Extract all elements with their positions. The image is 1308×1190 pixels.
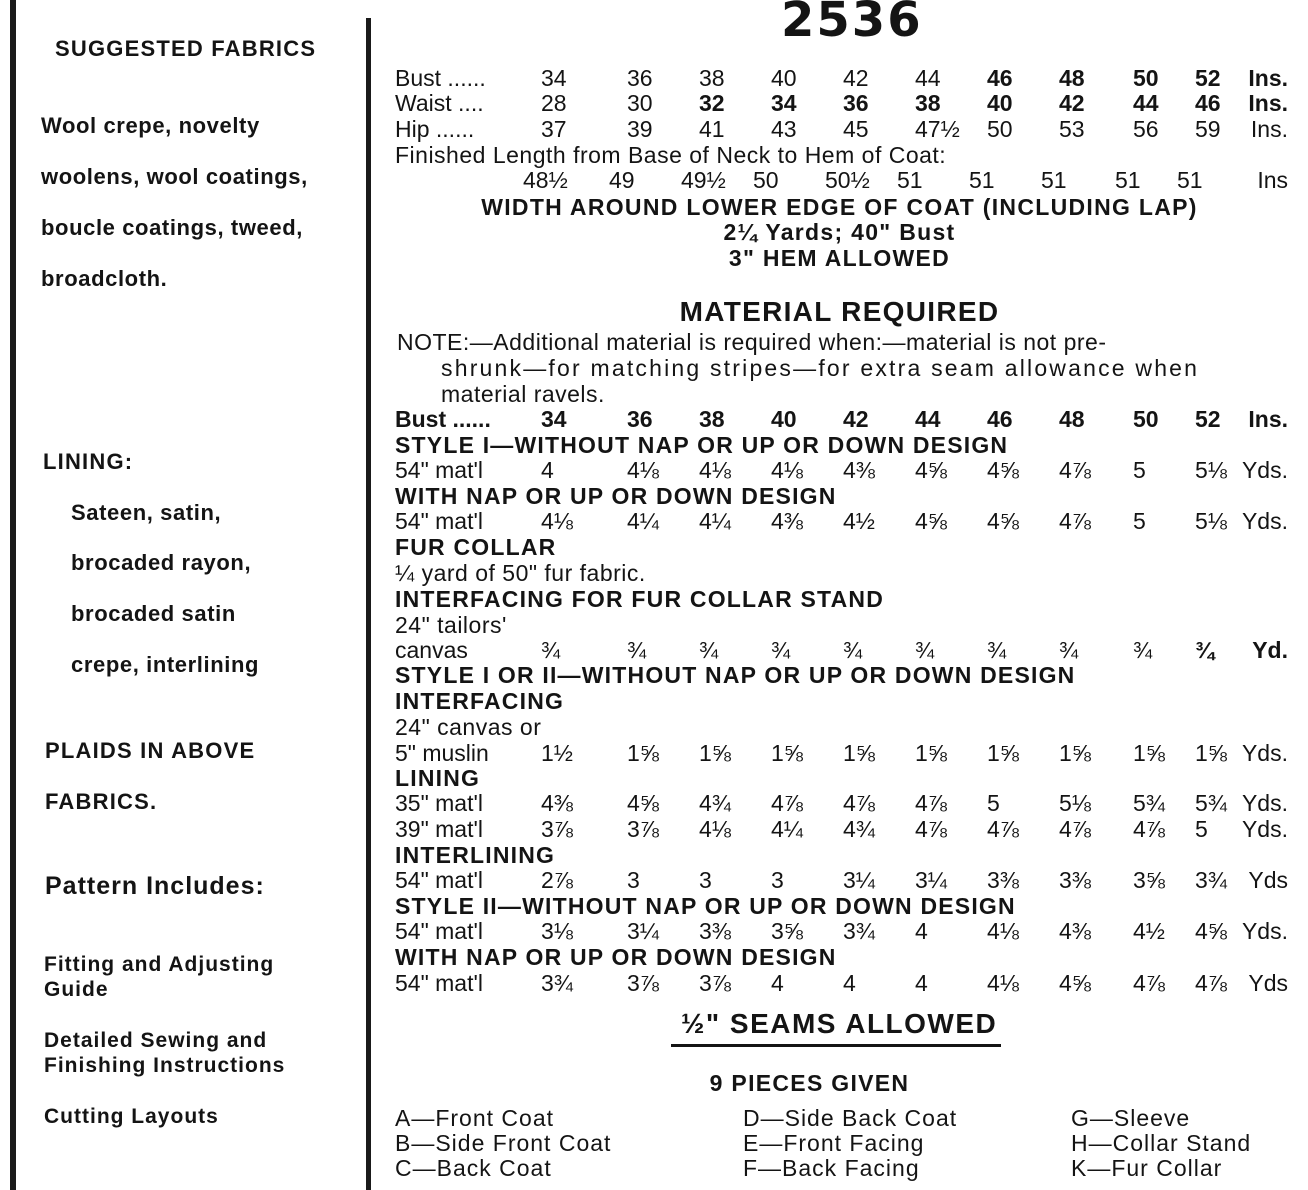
size-value: 3 (627, 867, 640, 893)
size-value: 42 (843, 65, 869, 91)
size-value: 4 (541, 457, 554, 483)
size-value: 30 (627, 90, 653, 116)
size-value: 1⅝ (843, 740, 875, 766)
piece-label: E—Front Facing (743, 1130, 925, 1156)
size-value: 40 (987, 90, 1013, 116)
size-value: 32 (699, 90, 725, 116)
length-value: 51 (897, 167, 923, 193)
size-value: ¾ (843, 637, 863, 663)
size-value: 4⅛ (699, 816, 731, 842)
size-value: 4¼ (771, 816, 803, 842)
size-value: 38 (699, 65, 725, 91)
size-value: 4⅛ (627, 457, 659, 483)
lining-item: brocaded satin (71, 601, 236, 626)
unit-label: Ins (1257, 167, 1288, 193)
size-value: 4⅜ (541, 790, 573, 816)
piece-label: C—Back Coat (395, 1155, 552, 1181)
yardage-row (395, 790, 1288, 816)
row-label: 39" mat'l (395, 816, 483, 842)
unit-label: Yds. (1241, 790, 1288, 816)
size-value: 4½ (1133, 918, 1165, 944)
row-label: Bust ...... (395, 65, 486, 91)
size-value: 4⅞ (1133, 816, 1165, 842)
size-value: 4¾ (699, 790, 731, 816)
fabric-line: Wool crepe, novelty (41, 113, 260, 138)
width-heading: WIDTH AROUND LOWER EDGE OF COAT (INCLUDING LAP) (481, 194, 1198, 220)
size-value: 5 (1195, 816, 1208, 842)
width-value: 2¼ Yards; 40" Bust (723, 219, 956, 245)
size-value: 44 (915, 65, 941, 91)
seams-allowed: ½" SEAMS ALLOWED (671, 1008, 1001, 1047)
size-value: 1⅝ (699, 740, 731, 766)
piece-label: H—Collar Stand (1071, 1130, 1252, 1156)
row-label: 54" mat'l (395, 508, 483, 534)
size-value: 3¼ (627, 918, 659, 944)
size-value: ¾ (1133, 637, 1153, 663)
size-value: 4⅞ (1195, 970, 1227, 996)
size-value: ¾ (1059, 637, 1079, 663)
includes-line: Finishing Instructions (44, 1054, 286, 1077)
lining-item: crepe, interlining (71, 652, 260, 677)
size-value: 3¾ (541, 970, 573, 996)
size-value: 44 (1133, 90, 1159, 116)
size-value: 5⅛ (1195, 457, 1227, 483)
size-value: 5 (1133, 508, 1146, 534)
size-value: 3⅜ (699, 918, 731, 944)
size-value: 3¼ (915, 867, 947, 893)
size-value: 5 (987, 790, 1000, 816)
includes-line: Detailed Sewing and (44, 1029, 268, 1052)
lining-heading: LINING: (43, 449, 134, 474)
unit-label: Ins. (1248, 65, 1288, 91)
size-value: 52 (1195, 406, 1221, 432)
size-value: 5¾ (1133, 790, 1165, 816)
size-value: 3¾ (843, 918, 875, 944)
yardage-row (395, 508, 1288, 534)
size-value: 38 (915, 90, 941, 116)
pieces-heading: 9 PIECES GIVEN (709, 1070, 910, 1096)
size-value: 4⅞ (1059, 457, 1091, 483)
size-value: 3⅝ (771, 918, 803, 944)
size-value: 4⅝ (987, 508, 1019, 534)
pattern-details (371, 0, 1308, 1190)
size-value: 4⅝ (1059, 970, 1091, 996)
unit-label: Ins. (1248, 90, 1288, 116)
size-value: 48 (1059, 406, 1085, 432)
size-value: 3⅝ (1133, 867, 1165, 893)
row-label: Hip ...... (395, 116, 475, 142)
size-value: 34 (541, 65, 567, 91)
size-value: 40 (771, 406, 797, 432)
unit-label: Yd. (1252, 637, 1288, 663)
size-value: 34 (541, 406, 567, 432)
piece-label: A—Front Coat (395, 1105, 554, 1131)
size-value: 52 (1195, 65, 1221, 91)
finished-length-row (395, 167, 1288, 193)
size-value: 48 (1059, 65, 1085, 91)
size-value: 39 (627, 116, 653, 142)
size-value: ¾ (987, 637, 1007, 663)
size-value: 38 (699, 406, 725, 432)
size-value: ¾ (541, 637, 561, 663)
section-heading: INTERLINING (395, 842, 556, 868)
section-heading: LINING (395, 765, 481, 791)
size-value: 3¼ (843, 867, 875, 893)
size-value: 46 (1195, 90, 1221, 116)
size-value: 4⅛ (987, 918, 1019, 944)
piece-label: B—Side Front Coat (395, 1130, 612, 1156)
size-value: 42 (843, 406, 869, 432)
section-heading: INTERFACING FOR FUR COLLAR STAND (395, 586, 884, 612)
size-value: 4⅝ (915, 508, 947, 534)
size-value: ¾ (1195, 637, 1215, 663)
size-value: 4 (915, 970, 928, 996)
length-value: 51 (1115, 167, 1141, 193)
size-value: 46 (987, 406, 1013, 432)
size-value: 4⅝ (987, 457, 1019, 483)
yardage-row (395, 970, 1288, 996)
size-value: 50 (1133, 406, 1159, 432)
row-label: canvas (395, 637, 468, 663)
length-value: 51 (1041, 167, 1067, 193)
size-value: 1⅝ (987, 740, 1019, 766)
unit-label: Ins. (1248, 406, 1288, 432)
size-value: 5⅛ (1195, 508, 1227, 534)
size-value: 1⅝ (627, 740, 659, 766)
section-heading: STYLE I OR II—WITHOUT NAP OR UP OR DOWN DESIGN (395, 662, 1076, 688)
unit-label: Ins. (1250, 116, 1288, 142)
size-value: 4¼ (699, 508, 731, 534)
length-value: 51 (969, 167, 995, 193)
length-value: 51 (1177, 167, 1203, 193)
section-heading: STYLE II—WITHOUT NAP OR UP OR DOWN DESIGN (395, 893, 1016, 919)
section-heading: WITH NAP OR UP OR DOWN DESIGN (395, 483, 837, 509)
pattern-includes-heading: Pattern Includes: (45, 872, 265, 900)
material-note-line: material ravels. (441, 381, 605, 407)
fabric-line: boucle coatings, tweed, (41, 215, 303, 240)
size-value: 28 (541, 90, 567, 116)
size-value: 1⅝ (915, 740, 947, 766)
includes-line: Cutting Layouts (44, 1105, 219, 1128)
section-heading: INTERFACING (395, 688, 565, 714)
size-value: 2⅞ (541, 867, 573, 893)
size-value: 4⅛ (541, 508, 573, 534)
lining-item: Sateen, satin, (71, 500, 222, 525)
size-value: 4⅞ (771, 790, 803, 816)
material-required-title: MATERIAL REQUIRED (679, 296, 1000, 327)
size-value: 40 (771, 65, 797, 91)
yardage-row (395, 457, 1288, 483)
piece-label: F—Back Facing (743, 1155, 920, 1181)
unit-label: Yds. (1241, 740, 1288, 766)
size-value: 44 (915, 406, 941, 432)
size-value: 36 (627, 65, 653, 91)
unit-label: Yds. (1241, 918, 1288, 944)
lining-item: brocaded rayon, (71, 550, 252, 575)
length-value: 48½ (523, 167, 568, 193)
size-value: 3⅞ (627, 970, 659, 996)
unit-label: Yds (1248, 867, 1288, 893)
size-value: 3⅞ (627, 816, 659, 842)
pre-line: 24" tailors' (395, 612, 507, 638)
size-value: 3⅛ (541, 918, 573, 944)
fur-collar-line: ¼ yard of 50" fur fabric. (395, 560, 646, 586)
size-value: 5⅛ (1059, 790, 1091, 816)
length-value: 50 (753, 167, 779, 193)
material-note-line: shrunk—for matching stripes—for extra seam allowance when (441, 355, 1200, 381)
size-value: 4 (771, 970, 784, 996)
size-value: 41 (699, 116, 725, 142)
size-value: 53 (1059, 116, 1085, 142)
size-value: 4⅜ (1059, 918, 1091, 944)
size-value: ¾ (699, 637, 719, 663)
yardage-row (395, 816, 1288, 842)
section-heading: FUR COLLAR (395, 534, 557, 560)
pattern-number: 2536 (781, 0, 923, 48)
size-value: 42 (1059, 90, 1085, 116)
size-value: 59 (1195, 116, 1221, 142)
size-value: ¾ (627, 637, 647, 663)
size-value: 3⅞ (699, 970, 731, 996)
bust-measure-row (395, 65, 1288, 91)
size-value: 4⅜ (771, 508, 803, 534)
size-value: 3⅜ (987, 867, 1019, 893)
unit-label: Yds (1248, 970, 1288, 996)
size-value: 5¾ (1195, 790, 1227, 816)
size-value: 4⅞ (1133, 970, 1165, 996)
piece-label: G—Sleeve (1071, 1105, 1191, 1131)
material-bust-row (395, 406, 1288, 432)
fabric-sidebar (0, 0, 366, 1190)
size-value: 4⅞ (1059, 816, 1091, 842)
size-value: 36 (843, 90, 869, 116)
unit-label: Yds. (1241, 508, 1288, 534)
size-value: 4¼ (627, 508, 659, 534)
length-value: 49 (609, 167, 635, 193)
size-value: ¾ (771, 637, 791, 663)
row-label: Waist .... (395, 90, 484, 116)
row-label: 5" muslin (395, 740, 489, 766)
plaids-line: FABRICS. (45, 789, 158, 814)
material-note-line: NOTE:—Additional material is required when:—material is not pre- (397, 329, 1107, 355)
size-value: 4⅞ (1059, 508, 1091, 534)
size-value: 3 (699, 867, 712, 893)
size-value: 56 (1133, 116, 1159, 142)
yardage-row (395, 918, 1288, 944)
row-label: 35" mat'l (395, 790, 483, 816)
size-value: 4⅞ (915, 816, 947, 842)
pre-line: 24" canvas or (395, 714, 542, 740)
row-label: 54" mat'l (395, 970, 483, 996)
length-value: 50½ (825, 167, 870, 193)
row-label: 54" mat'l (395, 867, 483, 893)
size-value: 1⅝ (771, 740, 803, 766)
size-value: 36 (627, 406, 653, 432)
size-value: ¾ (915, 637, 935, 663)
size-value: 4⅜ (843, 457, 875, 483)
size-value: 4½ (843, 508, 875, 534)
size-value: 50 (1133, 65, 1159, 91)
size-value: 43 (771, 116, 797, 142)
size-value: 4⅞ (843, 790, 875, 816)
size-value: 1½ (541, 740, 573, 766)
size-value: 4⅝ (627, 790, 659, 816)
waist-measure-row (395, 90, 1288, 116)
size-value: 5 (1133, 457, 1146, 483)
size-value: 4⅞ (915, 790, 947, 816)
fabric-line: broadcloth. (41, 266, 168, 291)
includes-line: Fitting and Adjusting (44, 953, 275, 976)
size-value: 4¾ (843, 816, 875, 842)
size-value: 1⅝ (1195, 740, 1227, 766)
fabric-line: woolens, wool coatings, (41, 164, 308, 189)
size-value: 4 (915, 918, 928, 944)
row-label: 54" mat'l (395, 457, 483, 483)
size-value: 3⅜ (1059, 867, 1091, 893)
piece-label: K—Fur Collar (1071, 1155, 1223, 1181)
size-value: 4⅝ (1195, 918, 1227, 944)
suggested-fabrics-heading: SUGGESTED FABRICS (55, 36, 317, 61)
size-value: 3¾ (1195, 867, 1227, 893)
unit-label: Yds. (1241, 457, 1288, 483)
size-value: 1⅝ (1059, 740, 1091, 766)
size-value: 50 (987, 116, 1013, 142)
hem-note: 3" HEM ALLOWED (728, 245, 951, 271)
row-label: Bust ...... (395, 406, 491, 432)
length-value: 49½ (681, 167, 726, 193)
size-value: 37 (541, 116, 567, 142)
size-value: 47½ (915, 116, 960, 142)
size-value: 4⅞ (987, 816, 1019, 842)
plaids-line: PLAIDS IN ABOVE (45, 738, 256, 763)
size-value: 4⅛ (987, 970, 1019, 996)
size-value: 3⅞ (541, 816, 573, 842)
section-heading: STYLE I—WITHOUT NAP OR UP OR DOWN DESIGN (395, 432, 1009, 458)
finished-length-label: Finished Length from Base of Neck to Hem of Coat: (395, 142, 947, 168)
size-value: 46 (987, 65, 1013, 91)
unit-label: Yds. (1241, 816, 1288, 842)
section-heading: WITH NAP OR UP OR DOWN DESIGN (395, 944, 837, 970)
includes-line: Guide (44, 978, 109, 1001)
piece-label: D—Side Back Coat (743, 1105, 958, 1131)
size-value: 4⅝ (915, 457, 947, 483)
size-value: 34 (771, 90, 797, 116)
size-value: 4 (843, 970, 856, 996)
yardage-row (395, 637, 1288, 663)
size-value: 45 (843, 116, 869, 142)
row-label: 54" mat'l (395, 918, 483, 944)
yardage-row (395, 740, 1288, 766)
yardage-row (395, 867, 1288, 893)
hip-measure-row (395, 116, 1288, 142)
size-value: 1⅝ (1133, 740, 1165, 766)
size-value: 4⅛ (699, 457, 731, 483)
size-value: 4⅛ (771, 457, 803, 483)
size-value: 3 (771, 867, 784, 893)
